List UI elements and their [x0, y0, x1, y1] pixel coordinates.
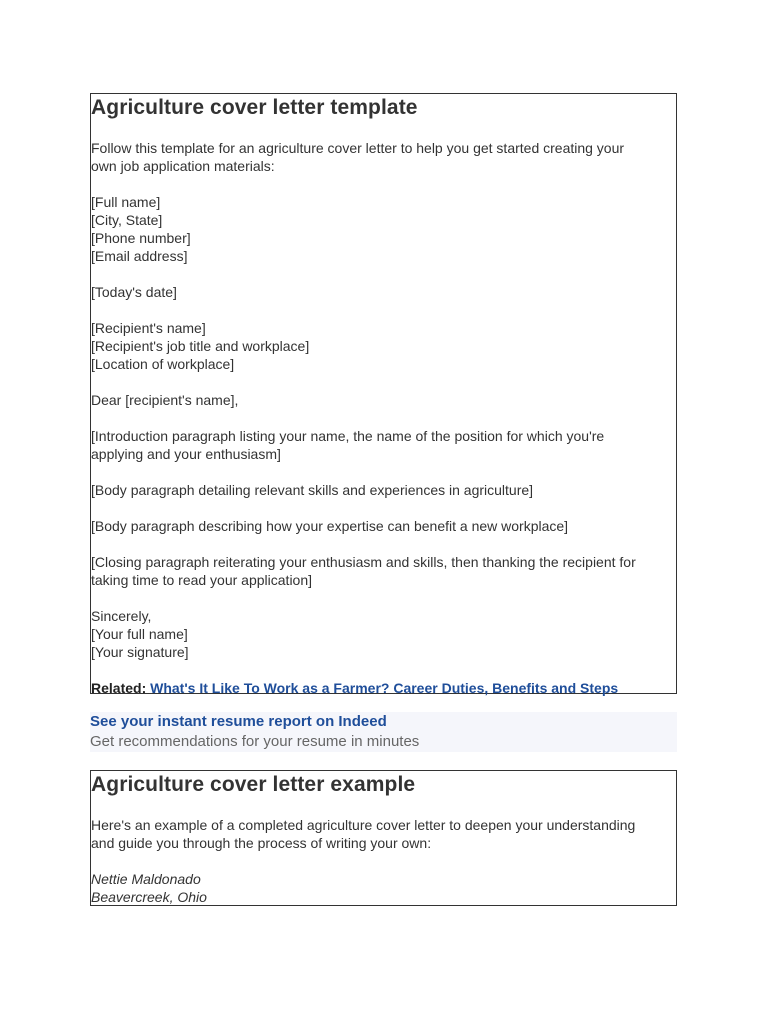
signoff-sincerely: Sincerely, — [91, 608, 152, 624]
recipient-title-placeholder: [Recipient's job title and workplace] — [91, 338, 310, 354]
full-name-placeholder: [Full name] — [91, 194, 161, 210]
email-placeholder: [Email address] — [91, 248, 188, 264]
workplace-location-placeholder: [Location of workplace] — [91, 356, 235, 372]
example-intro-line: Here's an example of a completed agriculture cover letter to deepen your understanding — [91, 817, 636, 833]
city-state-placeholder: [City, State] — [91, 212, 163, 228]
body-paragraph-2-placeholder: [Body paragraph describing how your expertise can benefit a new workplace] — [91, 518, 569, 534]
signoff-signature: [Your signature] — [91, 644, 189, 660]
closing-paragraph-line: [Closing paragraph reiterating your enthusiasm and skills, then thanking the recipient for — [91, 554, 636, 570]
recipient-block — [91, 319, 676, 373]
example-intro-line: and guide you through the process of writing your own: — [91, 835, 432, 851]
promo-title-link[interactable]: See your instant resume report on Indeed — [90, 713, 387, 730]
example-sender-location: Beavercreek, Ohio — [91, 889, 207, 905]
intro-paragraph-line: [Introduction paragraph listing your name, the name of the position for which you're — [91, 428, 605, 444]
example-intro — [91, 816, 676, 852]
sender-block — [91, 193, 676, 265]
template-intro — [91, 139, 676, 175]
recipient-name-placeholder: [Recipient's name] — [91, 320, 206, 336]
related-article — [91, 679, 676, 697]
signoff-full-name: [Your full name] — [91, 626, 188, 642]
signoff-block — [91, 607, 676, 661]
date-placeholder: [Today's date] — [91, 284, 177, 300]
body-paragraph-1-placeholder: [Body paragraph detailing relevant skills and experiences in agriculture] — [91, 482, 534, 498]
related-article-link[interactable]: What's It Like To Work as a Farmer? Career Duties, Benefits and Steps — [150, 680, 619, 696]
closing-paragraph-placeholder — [91, 553, 676, 589]
example-title: Agriculture cover letter example — [91, 773, 416, 796]
template-title: Agriculture cover letter template — [91, 96, 418, 119]
closing-paragraph-line: taking time to read your application] — [91, 572, 313, 588]
example-section — [90, 770, 677, 906]
example-sender-name: Nettie Maldonado — [91, 871, 201, 887]
resume-report-promo[interactable] — [90, 712, 677, 752]
related-label: Related: — [91, 680, 147, 696]
salutation: Dear [recipient's name], — [91, 392, 239, 408]
template-intro-line: Follow this template for an agriculture cover letter to help you get started creating your — [91, 140, 625, 156]
intro-paragraph-placeholder — [91, 427, 676, 463]
template-intro-line: own job application materials: — [91, 158, 275, 174]
template-section — [90, 93, 677, 694]
phone-placeholder: [Phone number] — [91, 230, 191, 246]
promo-subtitle: Get recommendations for your resume in minutes — [90, 733, 420, 750]
intro-paragraph-line: applying and your enthusiasm] — [91, 446, 281, 462]
